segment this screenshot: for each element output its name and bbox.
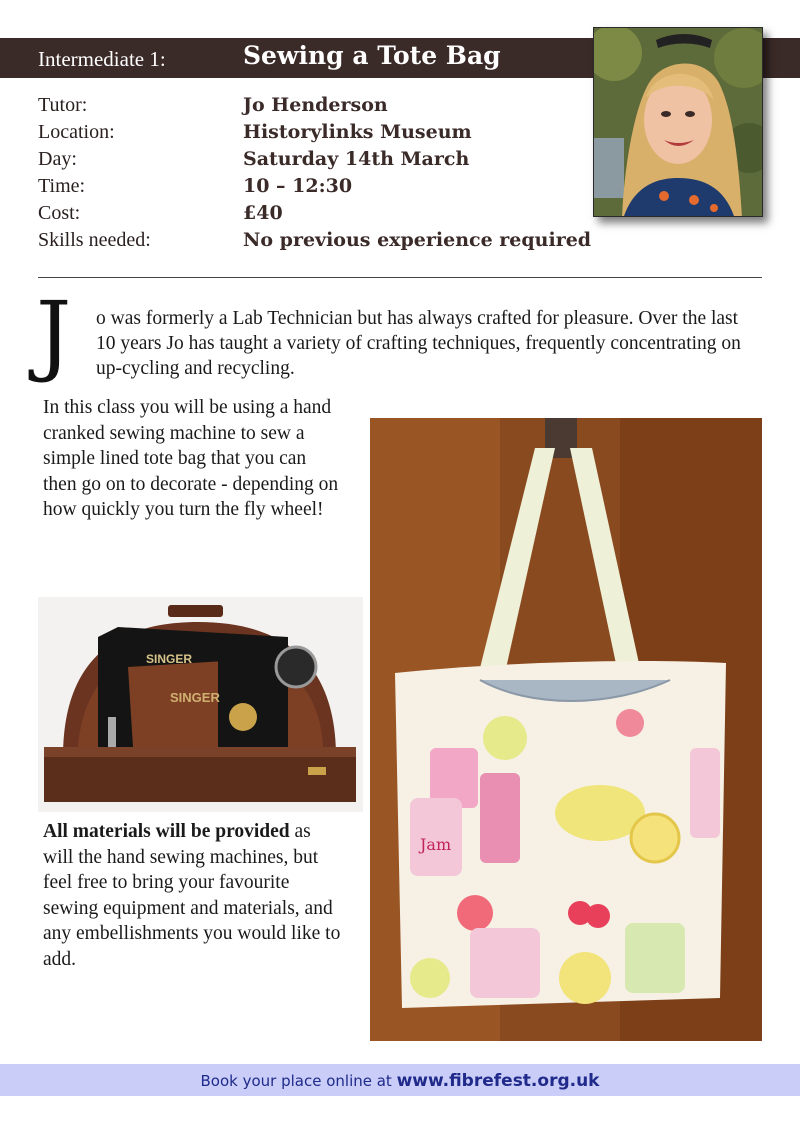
booking-link[interactable]: www.fibrefest.org.uk [396, 1071, 600, 1091]
class-title: Sewing a Tote Bag [243, 41, 501, 70]
class-level: Intermediate 1: [38, 47, 166, 71]
materials-note-bold: All materials will be provided [43, 821, 290, 842]
info-value: No previous experience required [243, 229, 592, 251]
info-value: Saturday 14th March [243, 148, 470, 170]
info-label: Time: [38, 175, 86, 197]
tote-bag-image [370, 418, 762, 1041]
drop-cap: J [36, 282, 72, 385]
divider [38, 277, 762, 278]
footer-text: Book your place online at [200, 1072, 397, 1090]
info-label: Location: [38, 121, 115, 143]
class-description: In this class you will be using a hand cranked sewing machine to sew a simple lined tote bag that you can then go on to decorate - depending on how quickly you turn the fly wheel! [43, 397, 339, 520]
info-label: Tutor: [38, 94, 88, 116]
info-value: Jo Henderson [243, 94, 388, 116]
info-value: Historylinks Museum [243, 121, 472, 143]
materials-note [43, 819, 343, 972]
info-label: Day: [38, 148, 77, 170]
singer-logo-top: SINGER [146, 652, 193, 666]
info-label: Cost: [38, 202, 81, 224]
info-value: 10 – 12:30 [243, 175, 353, 197]
tutor-bio: o was formerly a Lab Technician but has always crafted for pleasure. Over the last 10 years Jo has taught a variety of crafting techniques, frequently concentrating on up-cycling and recycling. [96, 308, 741, 379]
info-label: Skills needed: [38, 229, 151, 251]
singer-logo-bottom: SINGER [170, 690, 220, 705]
materials-note-rest: as will the hand sewing machines, but feel free to bring your favourite sewing equipment and materials, and any embellishments you would like to add. [43, 821, 341, 970]
tutor-photo [593, 27, 763, 217]
jam-label: Jam [420, 835, 452, 854]
footer-banner [0, 1064, 800, 1096]
sewing-machine-image [38, 597, 363, 812]
info-value: £40 [243, 202, 283, 224]
